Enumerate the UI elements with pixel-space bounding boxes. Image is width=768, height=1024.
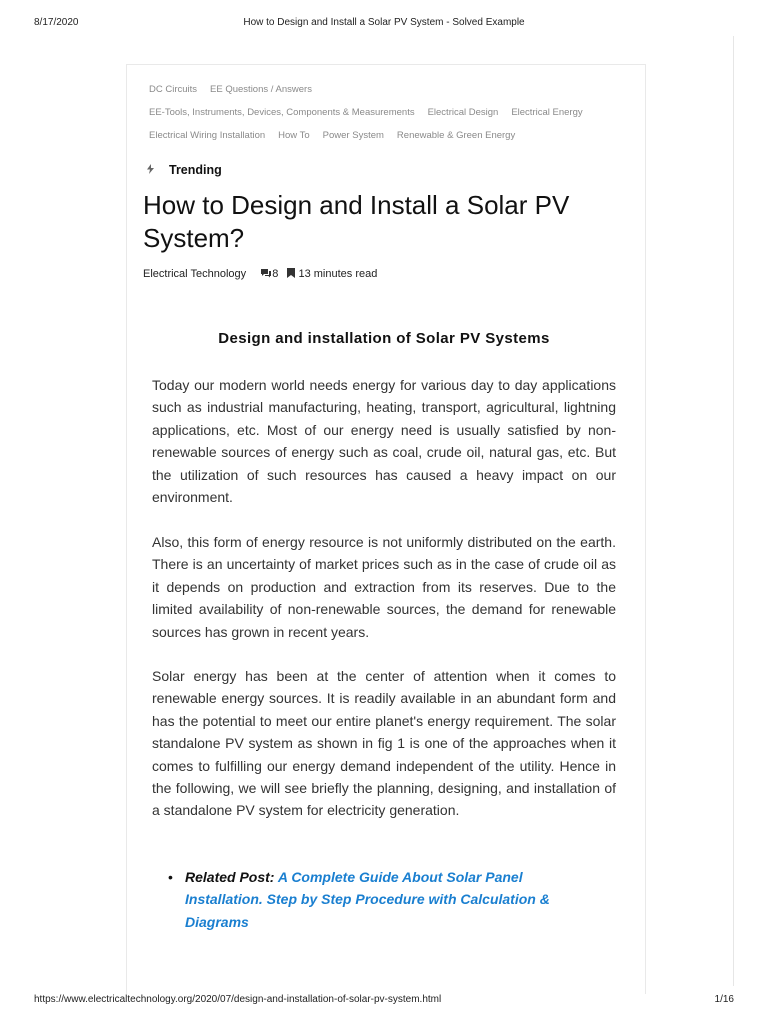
category-link[interactable]: EE Questions / Answers [210,84,312,95]
bolt-icon [147,164,155,177]
print-header [34,17,734,31]
article-meta [143,268,377,280]
category-link[interactable]: EE-Tools, Instruments, Devices, Components & Measurements [149,107,415,118]
trending-text: Trending [169,163,222,177]
author-link[interactable]: Electrical Technology [143,268,247,280]
comments-link[interactable] [260,268,281,280]
category-nav-row [149,130,528,141]
category-link[interactable]: Renewable & Green Energy [396,130,516,141]
comments-icon [260,268,272,278]
category-link[interactable]: How To [278,130,310,141]
category-link[interactable]: Electrical Design [427,107,499,118]
print-doc-title: How to Design and Install a Solar PV System - Solved Example [243,17,525,28]
print-footer [34,994,734,1008]
bullet-icon: • [168,869,173,885]
comment-count: 8 [272,268,279,280]
page-title: How to Design and Install a Solar PV System? [143,190,570,253]
category-nav-row [149,84,325,95]
bookmark-icon [287,268,295,278]
body-paragraph: Solar energy has been at the center of attention when it comes to renewable energy sources. It is readily available in an abundant form and has the potential to meet our entire planet's energy requirement. The solar standalone PV system as shown in fig 1 is one of the approaches when it comes to fulfilling our energy demand independent of the utility. Hence in the following, we will see briefly the planning, designing, and installation of a standalone PV system for electricity generation. [152,668,616,819]
related-post-item [168,866,588,933]
category-nav-row [149,107,596,118]
section-heading: Design and installation of Solar PV Systems [218,330,550,347]
category-link[interactable]: DC Circuits [149,84,198,95]
category-link[interactable]: Electrical Energy [511,107,583,118]
page-frame-edge [733,36,734,986]
read-time-text: 13 minutes read [298,268,378,280]
read-time [287,268,377,280]
print-url: https://www.electricaltechnology.org/2020/07/design-and-installation-of-solar-pv-system.html [34,994,442,1005]
category-link[interactable]: Electrical Wiring Installation [149,130,266,141]
body-paragraph: Today our modern world needs energy for various day to day applications such as industrial manufacturing, heating, transport, agricultural, lightning applications, etc. Most of our energy need is usually satisfied by non-renewable sources of energy such as coal, crude oil, natural gas, etc. But the utilization of such resources has caused a heavy impact on our environment. [152,377,616,506]
category-link[interactable]: Power System [322,130,384,141]
print-date: 8/17/2020 [34,17,79,28]
trending-label[interactable] [147,163,222,177]
related-post-label: Related Post: [185,869,275,885]
page-number: 1/16 [714,994,734,1005]
related-post-link[interactable]: A Complete Guide About Solar Panel Installation. Step by Step Procedure with Calculation & Diagrams [185,869,550,930]
body-paragraph: Also, this form of energy resource is not uniformly distributed on the earth. There is an uncertainty of market prices such as in the case of crude oil as it depends on production and extraction from its reserves. Due to the limited availability of non-renewable sources, the demand for renewable sources has grown in recent years. [152,534,616,640]
